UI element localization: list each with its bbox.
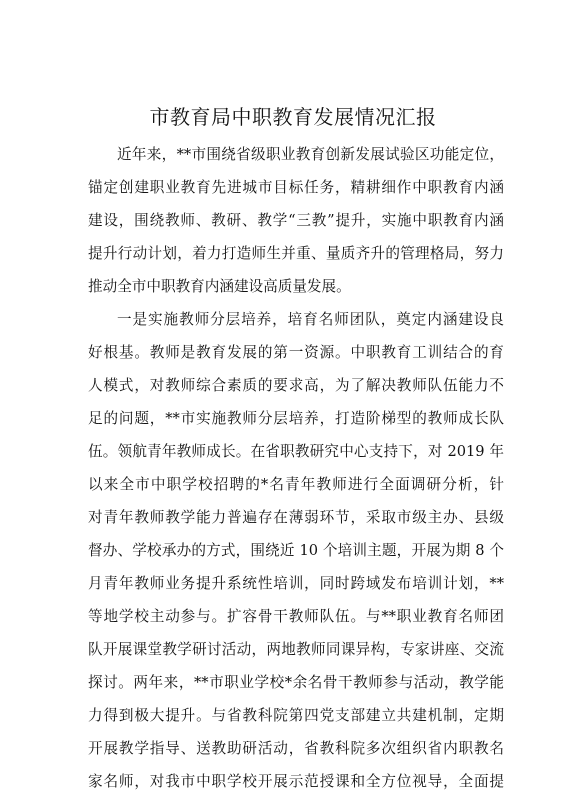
text-line: 力得到极大提升。与省教科院第四党支部建立共建机制，定期 bbox=[88, 707, 504, 724]
paragraph-teacher-training bbox=[88, 303, 504, 798]
text-line: 队开展课堂教学研讨活动，两地教师同课异构，专家讲座、交流 bbox=[88, 641, 504, 658]
text-line: 好根基。教师是教育发展的第一资源。中职教育工训结合的育 bbox=[88, 344, 504, 361]
text-line: 足的问题，**市实施教师分层培养，打造阶梯型的教师成长队 bbox=[88, 410, 504, 427]
text-line: 锚定创建职业教育先进城市目标任务，精耕细作中职教育内涵 bbox=[88, 179, 504, 196]
text-line: 等地学校主动参与。扩容骨干教师队伍。与**职业教育名师团 bbox=[88, 608, 504, 625]
text-line: 提升行动计划，着力打造师生并重、量质齐升的管理格局，努力 bbox=[88, 245, 504, 262]
text-line: 月青年教师业务提升系统性培训，同时跨域发布培训计划，** bbox=[88, 575, 504, 592]
text-line: 近年来，**市围绕省级职业教育创新发展试验区功能定位， bbox=[117, 146, 504, 163]
text-line: 伍。领航青年教师成长。在省职教研究中心支持下，对 2019 年 bbox=[88, 443, 504, 460]
text-line: 开展教学指导、送教助研活动，省教科院多次组织省内职教名 bbox=[88, 740, 504, 757]
text-line: 人模式，对教师综合素质的要求高，为了解决教师队伍能力不 bbox=[88, 377, 504, 394]
text-line: 一是实施教师分层培养，培育名师团队，奠定内涵建设良 bbox=[117, 311, 504, 328]
text-line: 督办、学校承办的方式，围绕近 10 个培训主题，开展为期 8 个 bbox=[88, 542, 504, 559]
text-line: 对青年教师教学能力普遍存在薄弱环节，采取市级主办、县级 bbox=[88, 509, 504, 526]
text-line: 以来全市中职学校招聘的*名青年教师进行全面调研分析，针 bbox=[88, 476, 504, 493]
paragraph-intro bbox=[88, 138, 504, 303]
text-line: 推动全市中职教育内涵建设高质量发展。 bbox=[88, 278, 351, 295]
text-line: 家名师，对我市中职学校开展示范授课和全方位视导，全面提 bbox=[88, 773, 504, 790]
text-line: 建设，围绕教师、教研、教学“三教”提升，实施中职教育内涵 bbox=[88, 212, 504, 229]
text-line: 探讨。两年来，**市职业学校*余名骨干教师参与活动，教学能 bbox=[88, 674, 504, 691]
document-title: 市教育局中职教育发展情况汇报 bbox=[149, 105, 437, 129]
